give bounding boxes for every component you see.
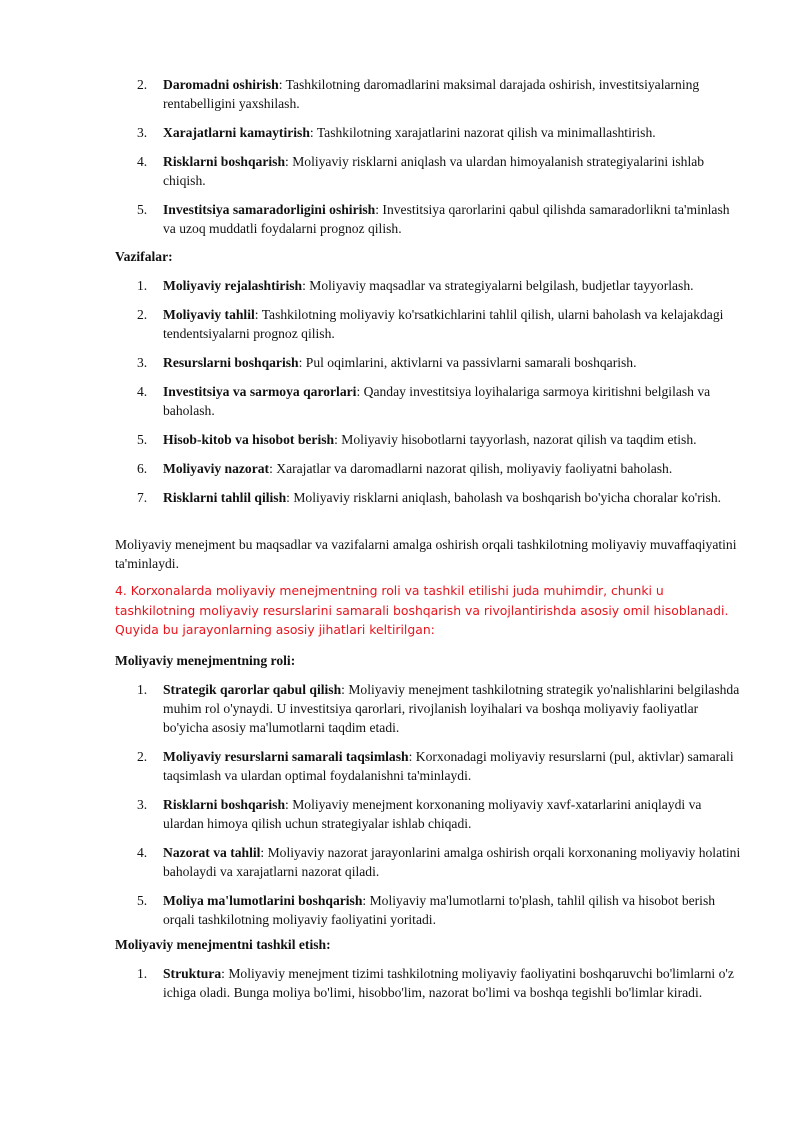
list-text: : Moliyaviy risklarni aniqlash va ulardan himoyalanish strategiyalarini ishlab chiqish. <box>163 154 705 188</box>
list-term: Hisob-kitob va hisobot berish <box>163 432 335 447</box>
list-number: 1. <box>137 682 148 697</box>
list-number: 2. <box>137 307 148 322</box>
list-term: Moliyaviy rejalashtirish <box>163 278 303 293</box>
vazifalar-heading: Vazifalar: <box>115 249 173 264</box>
tasks-list <box>0 276 800 507</box>
list-item <box>0 382 745 420</box>
list-term: Daromadni oshirish <box>163 77 279 92</box>
list-item <box>0 488 745 507</box>
list-term: Resurslarni boshqarish <box>163 355 299 370</box>
list-text: : Korxonadagi moliyaviy resurslarni (pul, aktivlar) samarali taqsimlash va ulardan optimal foydalanishni ta'minlaydi. <box>163 749 734 783</box>
list-item <box>0 200 745 238</box>
list-text: : Moliyaviy ma'lumotlarni to'plash, tahlil qilish va hisobot berish orqali tashkilotning moliyaviy faoliyatini yoritadi. <box>163 893 716 927</box>
list-number: 3. <box>137 355 148 370</box>
roli-heading: Moliyaviy menejmentning roli: <box>115 653 296 668</box>
red-paragraph: 4. Korxonalarda moliyaviy menejmentning roli va tashkil etilishi juda muhimdir, chunki u tashkilotning moliyaviy resurslarini samarali boshqarish va rivojlantirishda asosiy omil hisoblanadi. Quyida bu jarayonlarning asosiy jihatlari keltirilgan: <box>115 583 729 637</box>
list-term: Risklarni boshqarish <box>163 154 286 169</box>
list-term: Risklarni tahlil qilish <box>163 490 287 505</box>
list-term: Strategik qarorlar qabul qilish <box>163 682 342 697</box>
list-term: Investitsiya va sarmoya qarorlari <box>163 384 357 399</box>
list-item <box>0 964 745 1002</box>
list-term: Nazorat va tahlil <box>163 845 261 860</box>
list-text: : Tashkilotning xarajatlarini nazorat qilish va minimallashtirish. <box>309 125 656 140</box>
list-text: : Moliyaviy maqsadlar va strategiyalarni belgilash, budjetlar tayyorlash. <box>302 278 694 293</box>
list-number: 5. <box>137 893 148 908</box>
list-number: 4. <box>137 845 148 860</box>
organization-list <box>0 964 800 1002</box>
list-text: : Qanday investitsiya loyihalariga sarmoya kiritishni belgilash va baholash. <box>163 384 711 418</box>
list-item <box>0 75 745 113</box>
list-term: Moliya ma'lumotlarini boshqarish <box>163 893 363 908</box>
list-item <box>0 123 745 142</box>
list-number: 1. <box>137 966 148 981</box>
list-text: : Xarajatlar va daromadlarni nazorat qilish, moliyaviy faoliyatni baholash. <box>269 461 673 476</box>
role-list <box>0 680 800 929</box>
list-number: 5. <box>137 202 148 217</box>
list-item <box>0 430 745 449</box>
list-text: : Tashkilotning daromadlarini maksimal darajada oshirish, investitsiyalarning rentabelligini yaxshilash. <box>163 77 700 111</box>
list-item <box>0 152 745 190</box>
list-text: : Moliyaviy risklarni aniqlash, baholash va boshqarish bo'yicha choralar ko'rish. <box>286 490 722 505</box>
list-item <box>0 353 745 372</box>
goals-list <box>0 75 800 238</box>
list-number: 2. <box>137 749 148 764</box>
list-term: Investitsiya samaradorligini oshirish <box>163 202 376 217</box>
list-text: : Pul oqimlarini, aktivlarni va passivlarni samarali boshqarish. <box>298 355 637 370</box>
list-number: 4. <box>137 154 148 169</box>
list-term: Moliyaviy nazorat <box>163 461 270 476</box>
list-item <box>0 680 745 737</box>
list-number: 4. <box>137 384 148 399</box>
list-term: Moliyaviy tahlil <box>163 307 255 322</box>
list-number: 7. <box>137 490 148 505</box>
list-text: : Moliyaviy menejment tashkilotning strategik yo'nalishlarini belgilashda muhim rol o'ynaydi. U investitsiya qarorlari, rivojlanish loyihalari va boshqa moliyaviy faoliyatlar bo'yicha asosiy ma'lumotlarni taqdim etadi. <box>163 682 740 735</box>
list-item <box>0 305 745 343</box>
list-item <box>0 795 745 833</box>
list-text: : Investitsiya qarorlarini qabul qilishda samaradorlikni ta'minlash va uzoq muddatli foydalarni prognoz qilish. <box>163 202 730 236</box>
list-number: 2. <box>137 77 148 92</box>
list-term: Risklarni boshqarish <box>163 797 286 812</box>
list-term: Struktura <box>163 966 222 981</box>
list-item <box>0 459 745 478</box>
list-text: : Moliyaviy nazorat jarayonlarini amalga oshirish orqali korxonaning moliyaviy holatini baholaydi va xarajatlarni nazorat qiladi. <box>163 845 741 879</box>
list-term: Xarajatlarni kamaytirish <box>163 125 310 140</box>
summary-paragraph: Moliyaviy menejment bu maqsadlar va vazifalarni amalga oshirish orqali tashkilotning moliyaviy muvaffaqiyatini ta'minlaydi. <box>115 537 737 571</box>
list-number: 1. <box>137 278 148 293</box>
list-item <box>0 747 745 785</box>
list-text: : Moliyaviy menejment tizimi tashkilotning moliyaviy faoliyatini boshqaruvchi bo'limlarni o'z ichiga oladi. Bunga moliya bo'limi, hisobbo'lim, nazorat bo'limi va boshqa tegishli bo'limlar kiradi. <box>163 966 734 1000</box>
list-number: 3. <box>137 125 148 140</box>
list-number: 6. <box>137 461 148 476</box>
list-text: : Moliyaviy menejment korxonaning moliyaviy xavf-xatarlarini aniqlaydi va ulardan himoya qilish uchun strategiyalar ishlab chiqadi. <box>163 797 702 831</box>
list-number: 3. <box>137 797 148 812</box>
list-item <box>0 843 745 881</box>
list-term: Moliyaviy resurslarni samarali taqsimlash <box>163 749 409 764</box>
list-text: : Tashkilotning moliyaviy ko'rsatkichlarini tahlil qilish, ularni baholash va kelajakdagi tendentsiyalarni prognoz qilish. <box>163 307 724 341</box>
tashkil-heading: Moliyaviy menejmentni tashkil etish: <box>115 937 331 952</box>
list-number: 5. <box>137 432 148 447</box>
list-item <box>0 276 745 295</box>
list-text: : Moliyaviy hisobotlarni tayyorlash, nazorat qilish va taqdim etish. <box>334 432 697 447</box>
list-item <box>0 891 745 929</box>
